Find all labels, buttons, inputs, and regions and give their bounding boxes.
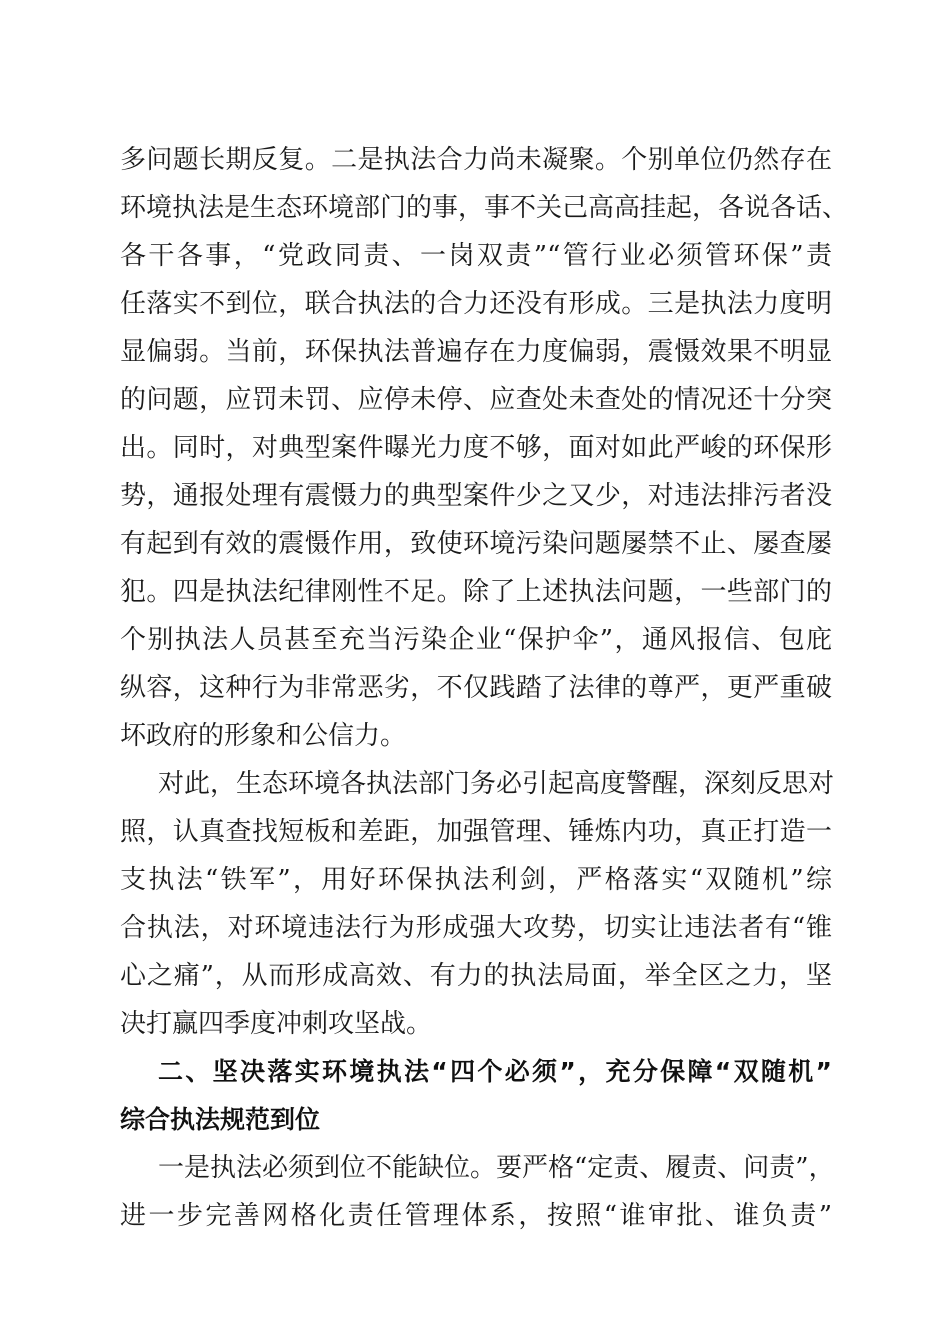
body-text-line: 显偏弱。当前，环保执法普遍存在力度偏弱，震慑效果不明显 [120,337,832,367]
body-text-line: 环境执法是生态环境部门的事，事不关己高高挂起，各说各话、 [120,193,849,223]
body-text-line: 势，通报处理有震慑力的典型案件少之又少，对违法排污者没 [120,481,832,511]
body-text-line: 决打赢四季度冲刺攻坚战。 [120,1009,433,1039]
body-text-line: 心之痛”，从而形成高效、有力的执法局面，举全区之力，坚 [120,961,832,991]
body-text-line: 犯。四是执法纪律刚性不足。除了上述执法问题，一些部门的 [120,577,832,607]
body-text-line: 多问题长期反复。二是执法合力尚未凝聚。个别单位仍然存在 [120,145,832,175]
body-text-line: 个别执法人员甚至充当污染企业“保护伞”，通风报信、包庇 [120,625,832,655]
body-text-line: 坏政府的形象和公信力。 [120,721,407,751]
body-text-line: 进一步完善网格化责任管理体系，按照“谁审批、谁负责” [120,1201,832,1231]
body-text-line: 照，认真查找短板和差距，加强管理、锤炼内功，真正打造一 [120,817,832,847]
body-text-line: 合执法，对环境违法行为形成强大攻势，切实让违法者有“锥 [120,913,832,943]
section-heading: 综合执法规范到位 [120,1105,321,1134]
body-text-line: 出。同时，对典型案件曝光力度不够，面对如此严峻的环保形 [120,433,832,463]
body-text-line: 支执法“铁军”，用好环保执法利剑，严格落实“双随机”综 [120,865,832,895]
body-text-line: 任落实不到位，联合执法的合力还没有形成。三是执法力度明 [120,289,832,319]
section-heading: 二、坚决落实环境执法“四个必须”，充分保障“双随机” [158,1057,832,1086]
body-text-line: 对此，生态环境各执法部门务必引起高度警醒，深刻反思对 [158,769,835,799]
body-text-line: 各干各事，“党政同责、一岗双责”“管行业必须管环保”责 [120,241,832,271]
body-text-line: 的问题，应罚未罚、应停未停、应查处未查处的情况还十分突 [120,385,832,415]
body-text-line: 有起到有效的震慑作用，致使环境污染问题屡禁不止、屡查屡 [120,529,832,559]
body-text-line: 纵容，这种行为非常恶劣，不仅践踏了法律的尊严，更严重破 [120,673,832,703]
body-text-line: 一是执法必须到位不能缺位。要严格“定责、履责、问责”， [158,1153,835,1183]
